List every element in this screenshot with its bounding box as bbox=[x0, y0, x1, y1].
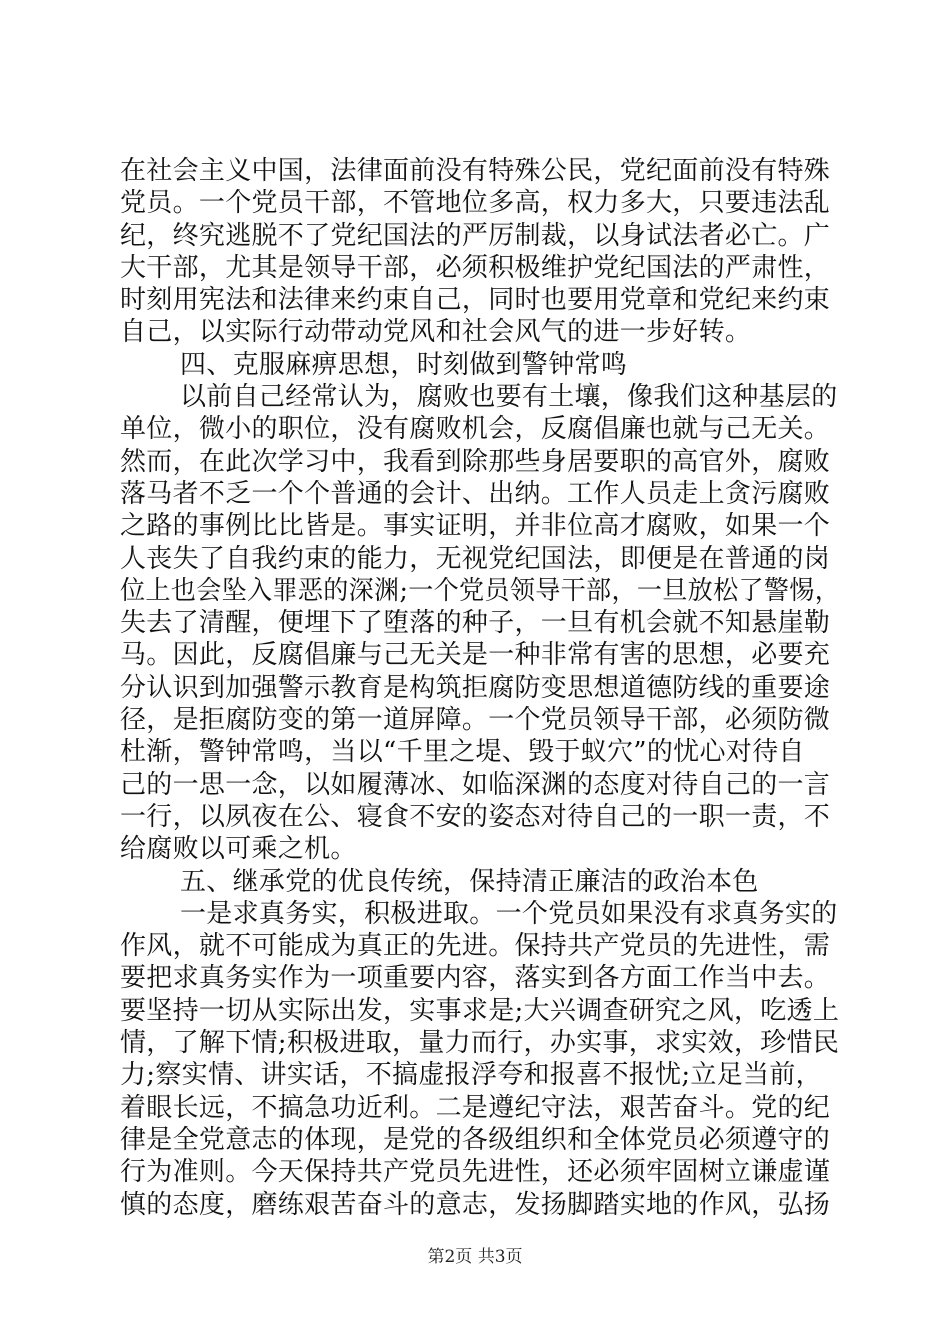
text-line: 着眼长远，不搞急功近利。二是遵纪守法，艰苦奋斗。党的纪 bbox=[120, 1092, 831, 1123]
page-footer: 第2页 共3页 bbox=[427, 1247, 523, 1267]
text-line: 给腐败以可乘之机。 bbox=[120, 834, 357, 865]
text-line: 失去了清醒，便埋下了堕落的种子，一旦有机会就不知悬崖勒 bbox=[120, 608, 831, 639]
text-line: 一是求真务实，积极进取。一个党员如果没有求真务实的 bbox=[180, 898, 838, 929]
text-line: 在社会主义中国，法律面前没有特殊公民，党纪面前没有特殊 bbox=[120, 156, 831, 186]
text-line: 行为准则。今天保持共产党员先进性，还必须牢固树立谦虚谨 bbox=[120, 1157, 831, 1188]
text-line: 自己，以实际行动带动党风和社会风气的进一步好转。 bbox=[120, 317, 752, 348]
text-line: 落马者不乏一个个普通的会计、出纳。工作人员走上贪污腐败 bbox=[120, 478, 831, 509]
section-heading: 四、克服麻痹思想，时刻做到警钟常鸣 bbox=[180, 349, 628, 380]
text-line: 分认识到加强警示教育是构筑拒腐防变思想道德防线的重要途 bbox=[120, 672, 831, 703]
text-line: 要坚持一切从实际出发，实事求是;大兴调查研究之风，吃透上 bbox=[120, 995, 840, 1026]
text-line: 单位，微小的职位，没有腐败机会，反腐倡廉也就与己无关。 bbox=[120, 414, 831, 445]
text-line: 一行，以夙夜在公、寝食不安的姿态对待自己的一职一责，不 bbox=[120, 801, 831, 832]
text-line: 马。因此，反腐倡廉与己无关是一种非常有害的思想，必要充 bbox=[120, 640, 831, 671]
text-line: 位上也会坠入罪恶的深渊;一个党员领导干部，一旦放松了警惕， bbox=[120, 575, 841, 606]
text-line: 之路的事例比比皆是。事实证明，并非位高才腐败，如果一个 bbox=[120, 511, 831, 542]
text-line: 要把求真务实作为一项重要内容，落实到各方面工作当中去。 bbox=[120, 963, 831, 994]
text-line: 人丧失了自我约束的能力，无视党纪国法，即便是在普通的岗 bbox=[120, 543, 831, 574]
text-line: 律是全党意志的体现，是党的各级组织和全体党员必须遵守的 bbox=[120, 1124, 831, 1155]
text-line: 慎的态度，磨练艰苦奋斗的意志，发扬脚踏实地的作风，弘扬 bbox=[120, 1189, 831, 1220]
text-line: 时刻用宪法和法律来约束自己，同时也要用党章和党纪来约束 bbox=[120, 285, 831, 316]
text-line: 力;察实情、讲实话，不搞虚报浮夸和报喜不报忧;立足当前， bbox=[120, 1060, 822, 1091]
text-line: 以前自己经常认为，腐败也要有土壤，像我们这种基层的 bbox=[180, 382, 838, 413]
text-line: 径，是拒腐防变的第一道屏障。一个党员领导干部，必须防微 bbox=[120, 705, 831, 736]
text-line: 大干部，尤其是领导干部，必须积极维护党纪国法的严肃性， bbox=[120, 252, 831, 283]
document-body bbox=[120, 155, 840, 1221]
text-line: 杜渐，警钟常鸣，当以“千里之堤、毁于蚁穴”的忧心对待自 bbox=[120, 737, 805, 768]
text-line: 纪，终究逃脱不了党纪国法的严厉制裁，以身试法者必亡。广 bbox=[120, 220, 831, 251]
section-heading: 五、继承党的优良传统，保持清正廉洁的政治本色 bbox=[180, 866, 759, 897]
text-line: 己的一思一念，以如履薄冰、如临深渊的态度对待自己的一言 bbox=[120, 769, 831, 800]
text-line: 作风，就不可能成为真正的先进。保持共产党员的先进性，需 bbox=[120, 931, 831, 962]
text-line: 党员。一个党员干部，不管地位多高，权力多大，只要违法乱 bbox=[120, 188, 831, 219]
text-line: 情，了解下情;积极进取，量力而行，办实事，求实效，珍惜民 bbox=[120, 1028, 840, 1059]
text-line: 然而，在此次学习中，我看到除那些身居要职的高官外，腐败 bbox=[120, 446, 831, 477]
